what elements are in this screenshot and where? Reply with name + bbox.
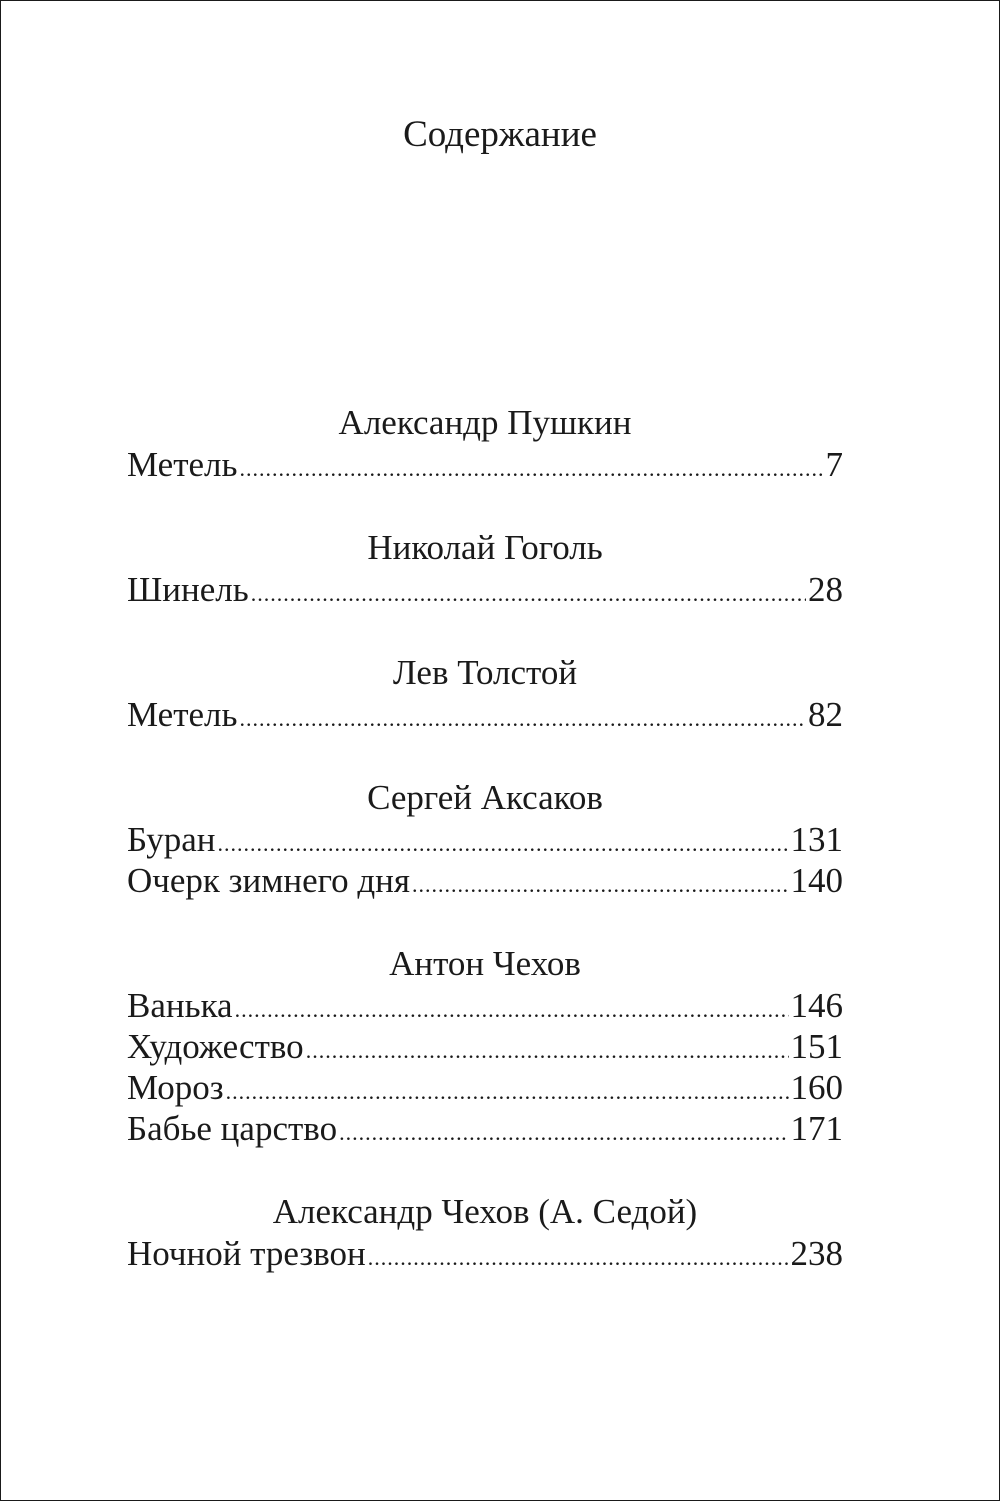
entry-title: Очерк зимнего дня	[127, 861, 411, 900]
entry-title: Художество	[127, 1027, 304, 1066]
entry-title: Шинель	[127, 570, 249, 609]
dot-leader	[239, 448, 823, 489]
dot-leader	[368, 1237, 789, 1278]
toc-section	[127, 777, 843, 901]
toc-entry[interactable]	[127, 860, 843, 901]
page-title: Содержание	[403, 114, 597, 155]
author-heading: Антон Чехов	[389, 944, 581, 983]
author-heading: Сергей Аксаков	[367, 778, 603, 817]
entry-page-number: 140	[790, 861, 843, 900]
dot-leader	[218, 823, 789, 864]
author-heading: Александр Чехов (А. Седой)	[272, 1192, 698, 1231]
entry-title: Мороз	[127, 1068, 224, 1107]
table-of-contents	[127, 402, 843, 1274]
entry-title: Метель	[127, 695, 238, 734]
entry-page-number: 160	[790, 1068, 843, 1107]
toc-section	[127, 652, 843, 735]
dot-leader	[235, 989, 789, 1030]
toc-section	[127, 1191, 843, 1274]
author-heading: Лев Толстой	[392, 653, 578, 692]
author-heading: Николай Гоголь	[367, 528, 603, 567]
toc-section	[127, 402, 843, 485]
entry-page-number: 7	[825, 445, 843, 484]
dot-leader	[412, 864, 788, 905]
toc-entry[interactable]	[127, 1026, 843, 1067]
entry-title: Ночной трезвон	[127, 1234, 366, 1273]
entry-page-number: 146	[790, 986, 843, 1025]
entry-page-number: 171	[790, 1109, 843, 1148]
entry-title: Ванька	[127, 986, 233, 1025]
toc-section	[127, 527, 843, 610]
toc-entry[interactable]	[127, 1067, 843, 1108]
entry-page-number: 238	[790, 1234, 843, 1273]
entry-page-number: 131	[790, 820, 843, 859]
entry-page-number: 28	[808, 570, 843, 609]
dot-leader	[239, 698, 806, 739]
dot-leader	[251, 573, 806, 614]
toc-entry[interactable]	[127, 569, 843, 610]
toc-entry[interactable]	[127, 694, 843, 735]
entry-title: Бабье царство	[127, 1109, 338, 1148]
toc-entry[interactable]	[127, 444, 843, 485]
toc-entry[interactable]	[127, 1233, 843, 1274]
toc-entry[interactable]	[127, 985, 843, 1026]
entry-page-number: 82	[808, 695, 843, 734]
entry-title: Метель	[127, 445, 238, 484]
dot-leader	[339, 1112, 788, 1153]
author-heading: Александр Пушкин	[338, 403, 632, 442]
toc-entry[interactable]	[127, 819, 843, 860]
entry-title: Буран	[127, 820, 216, 859]
dot-leader	[306, 1030, 789, 1071]
entry-page-number: 151	[790, 1027, 843, 1066]
toc-entry[interactable]	[127, 1108, 843, 1149]
toc-section	[127, 943, 843, 1149]
dot-leader	[226, 1071, 789, 1112]
